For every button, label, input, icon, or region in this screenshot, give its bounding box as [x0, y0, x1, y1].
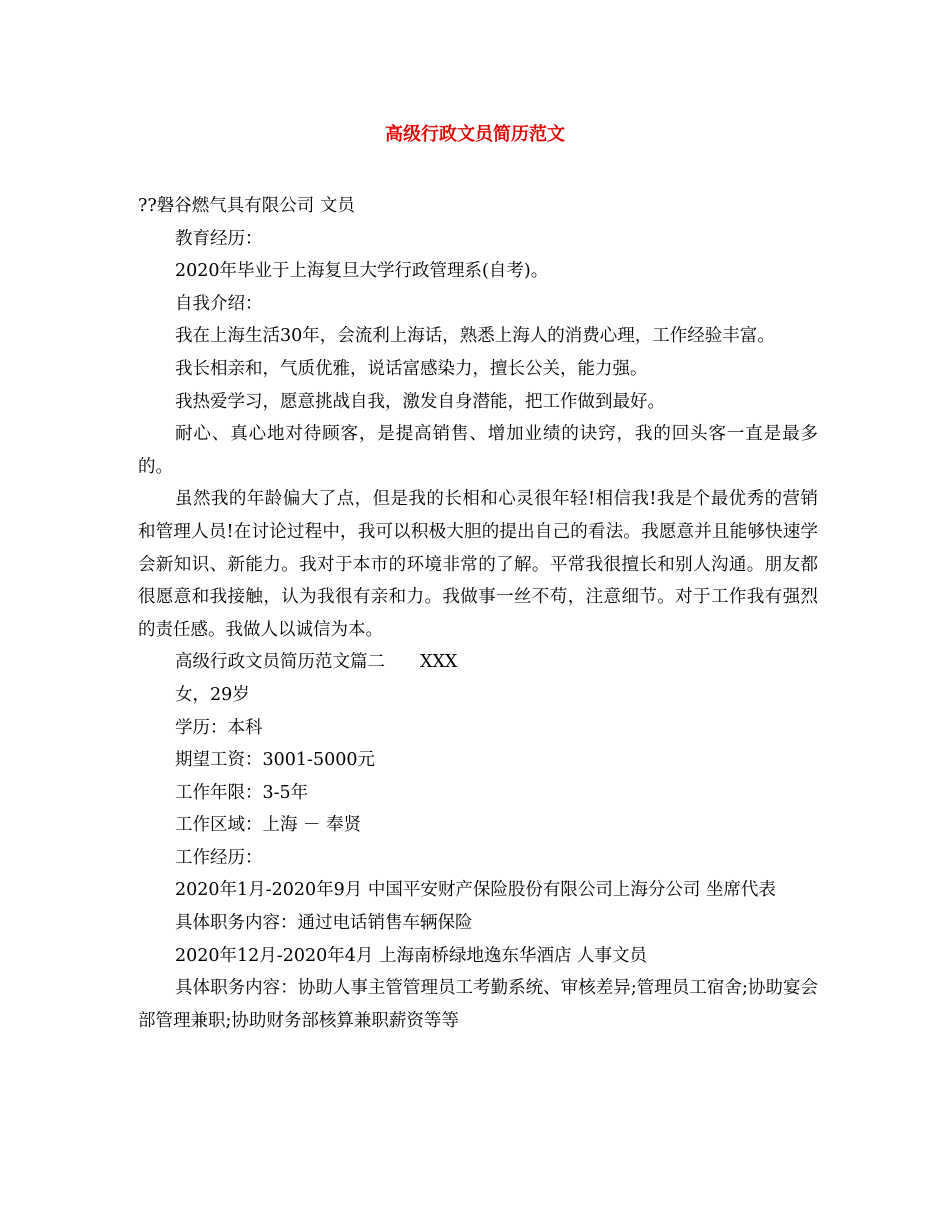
- expected-salary: 期望工资：3001-5000元: [175, 750, 375, 771]
- job-entry: 2020年12月-2020年4月 上海南桥绿地逸东华酒店 人事文员: [175, 945, 648, 966]
- job-duties: 具体职务内容：协助人事主管管理员工考勤系统、审核差异;管理员工宿舍;协助宴会部管理兼职;协助财务部核算兼职薪资等等: [138, 978, 818, 1031]
- company-line: ??磐谷燃气具有限公司 文员: [138, 196, 355, 216]
- section-two-heading: 高级行政文员简历范文篇二 XXX: [175, 652, 458, 673]
- education-heading: 教育经历：: [175, 228, 263, 249]
- self-intro-paragraph: 我热爱学习，愿意挑战自我，激发自身潜能，把工作做到最好。: [175, 391, 665, 412]
- document-body: [138, 190, 818, 1037]
- education-detail: 2020年毕业于上海复旦大学行政管理系(自考)。: [175, 261, 549, 282]
- job-entry: 2020年1月-2020年9月 中国平安财产保险股份有限公司上海分公司 坐席代表: [175, 880, 776, 901]
- self-intro-paragraph: 我长相亲和，气质优雅，说话富感染力，擅长公关，能力强。: [175, 358, 648, 379]
- gender-age: 女，29岁: [175, 684, 250, 705]
- work-years: 工作年限：3-5年: [175, 782, 309, 803]
- work-area: 工作区域：上海 － 奉贤: [175, 815, 362, 836]
- self-intro-paragraph: 耐心、真心地对待顾客，是提高销售、增加业绩的诀窍，我的回头客一直是最多的。: [138, 424, 818, 477]
- self-intro-heading: 自我介绍：: [175, 293, 263, 314]
- self-intro-paragraph: 虽然我的年龄偏大了点，但是我的长相和心灵很年轻!相信我!我是个最优秀的营销和管理人员!在讨论过程中，我可以积极大胆的提出自己的看法。我愿意并且能够快速学会新知识、新能力。我对于本市的环境非常的了解。平常我很擅长和别人沟通。朋友都很愿意和我接触，认为我很有亲和力。我做事一丝不苟，注意细节。对于工作我有强烈的责任感。我做人以诚信为本。: [138, 489, 818, 640]
- self-intro-paragraph: 我在上海生活30年，会流利上海话，熟悉上海人的消费心理，工作经验丰富。: [175, 326, 775, 347]
- education-level: 学历：本科: [175, 717, 263, 738]
- document-title: 高级行政文员简历范文: [385, 124, 565, 145]
- work-history-heading: 工作经历：: [175, 847, 263, 868]
- job-duties: 具体职务内容：通过电话销售车辆保险: [175, 913, 473, 934]
